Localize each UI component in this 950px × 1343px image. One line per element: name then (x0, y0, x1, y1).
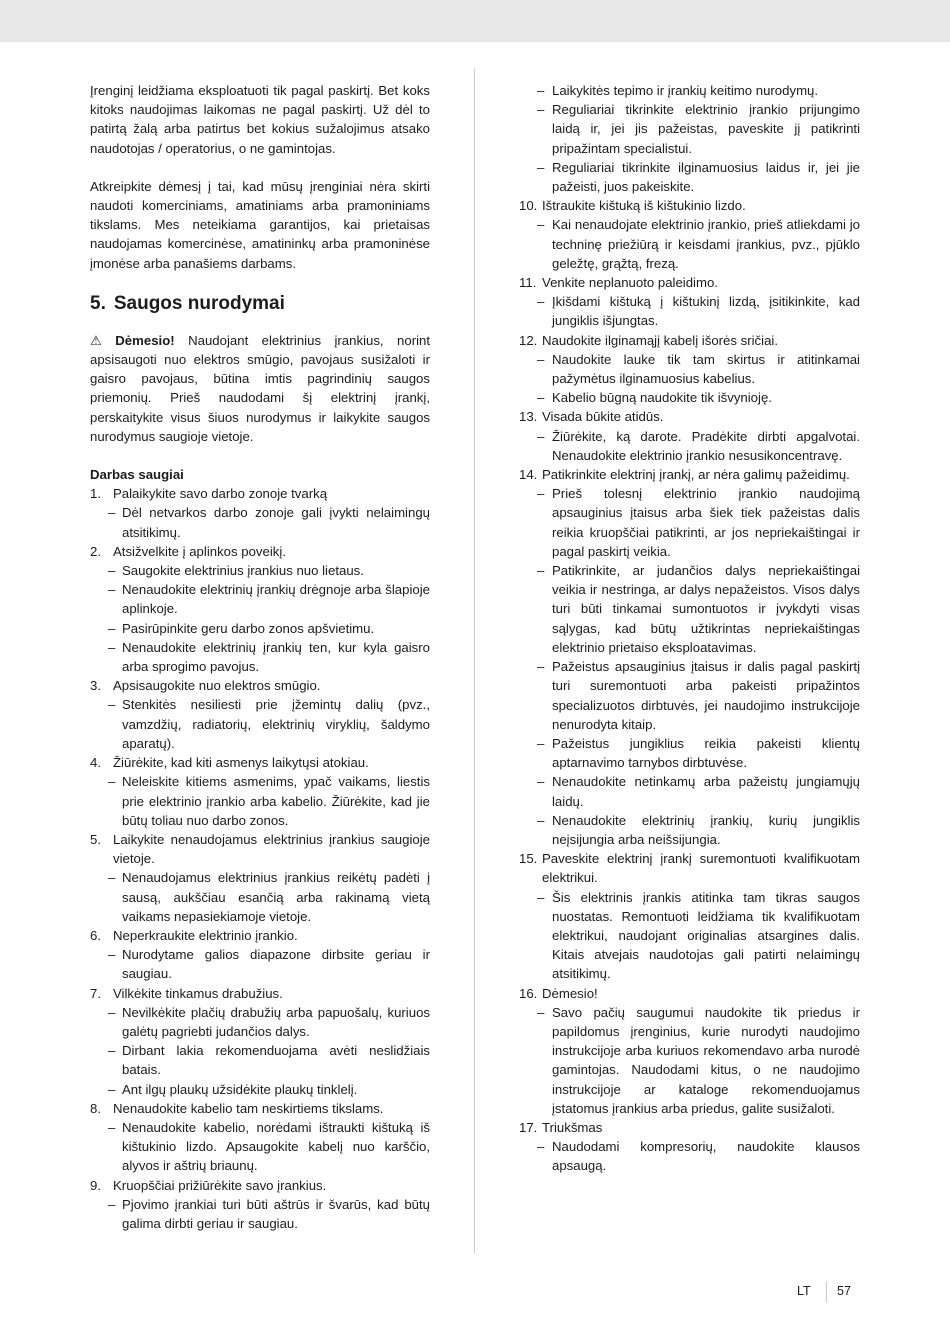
list-subitem: – Šis elektrinis įrankis atitinka tam tikras saugos nuostatas. Remontuoti leidžiama tik kvalifikuotam elektrikui, naudojant originalias atsargines dalis. Kitais atvejais naudotojas gali patirti nelaimingų atsitikimų. (519, 888, 860, 984)
list-item (90, 926, 430, 945)
section-title: Saugos nurodymai (113, 292, 285, 314)
list-item-number: 12. (519, 332, 538, 348)
list-subitem: – Pažeistus apsauginius įtaisus ir dalis pagal paskirtį turi suremontuoti arba pakeisti pripažintos specializuotos dirbtuvės, jei naudojimo instrukcijoje nenurodyta kitaip. (519, 657, 860, 734)
list-subitem: – Saugokite elektrinius įrankius nuo lietaus. (90, 561, 430, 580)
list-subitem: – Savo pačių saugumui naudokite tik priedus ir papildomus įrenginius, kurie nurodyti naudojimo instrukcijoje arba kuriuos rekomendavo arba nurodė gamintojas. Naudodami kitus, o ne naudojimo instrukcijoje ar kataloge rekomenduojamus įstatomus įrankius arba priedus, galite susižaloti. (519, 1003, 860, 1118)
list-item (90, 753, 430, 772)
right-safety-list (519, 196, 860, 1175)
list-subitem: – Kai nenaudojate elektrinio įrankio, prieš atliekdami jo techninę priežiūrą ir keisdami įrankius, pvz., pjūklo geležtę, grąžtą, frezą. (519, 215, 860, 273)
section-number: 5. (90, 292, 106, 314)
section-heading (90, 292, 430, 316)
list-item (90, 1176, 430, 1195)
list-item-text: Apsisaugokite nuo elektros smūgio. (113, 678, 321, 694)
list-item-number: 8. (90, 1100, 101, 1116)
list-subitem: – Nenaudokite elektrinių įrankių drėgnoje arba šlapioje aplinkoje. (90, 580, 430, 618)
list-item-number: 13. (519, 409, 538, 425)
commercial-use-paragraph: Atkreipkite dėmesį į tai, kad mūsų įrenginiai nėra skirti naudoti komerciniams, amatiniams arba pramoniniams tikslams. Mes neteikiama garantijos, kai prietaisas naudojamas komercinėse, amatininkų arba pramoninėse įmonėse arba panašiems darbams. (90, 178, 430, 271)
left-column (90, 81, 430, 1233)
list-subitem: – Naudokite lauke tik tam skirtus ir atitinkamai pažymėtus ilginamuosius kabelius. (519, 350, 860, 388)
list-subitem: – Patikrinkite, ar judančios dalys nepriekaištingai veikia ir nestringa, ar dalys nepažeistos. Visos dalys turi būti tinkamai sumontuotos ir įvykdyti visas sąlygas, kad būtų užtikrintas nepriekaištingas elektrinio prietaiso eksploatavimas. (519, 561, 860, 657)
list-subitem: – Nenaudokite elektrinių įrankių ten, kur kyla gaisro arba sprogimo pavojus. (90, 638, 430, 676)
list-subitem: – Įkišdami kištuką į kištukinį lizdą, įsitikinkite, kad jungiklis išjungtas. (519, 292, 860, 330)
list-item (519, 984, 860, 1003)
list-item-text: Triukšmas (542, 1119, 603, 1135)
list-item (90, 830, 430, 868)
list-subitem: – Stenkitės nesiliesti prie įžemintų dalių (pvz., vamzdžių, radiatorių, elektrinių viryklių, šaldymo aparatų). (90, 695, 430, 753)
list-subitem: – Pasirūpinkite geru darbo zonos apšvietimu. (90, 619, 430, 638)
list-item-text: Žiūrėkite, kad kiti asmenys laikytųsi atokiau. (113, 755, 369, 771)
list-subitem: – Nurodytame galios diapazone dirbsite geriau ir saugiau. (90, 945, 430, 983)
list-item-text: Ištraukite kištuką iš kištukinio lizdo. (542, 198, 746, 214)
right-column (519, 81, 860, 1176)
list-item-number: 6. (90, 927, 101, 943)
list-subitem: – Dirbant lakia rekomenduojama avėti neslidžiais batais. (90, 1041, 430, 1079)
list-item-number: 7. (90, 985, 101, 1001)
list-item (90, 984, 430, 1003)
list-subitem: – Nenaudokite elektrinių įrankių, kurių jungiklis neįsijungia arba neišsijungia. (519, 811, 860, 849)
list-item-text: Nenaudokite kabelio tam neskirtiems tikslams. (113, 1100, 384, 1116)
page-number: 57 (837, 1284, 851, 1298)
list-item-text: Venkite neplanuoto paleidimo. (542, 275, 718, 291)
list-subitem: – Nenaudokite netinkamų arba pažeistų jungiamųjų laidų. (519, 772, 860, 810)
list-subitem: – Nenaudokite kabelio, norėdami ištraukti kištuką iš kištukinio lizdo. Apsaugokite kabelį nuo karščio, alyvos ir aštrių briaunų. (90, 1118, 430, 1176)
list-item-number: 14. (519, 467, 538, 483)
list-item (519, 465, 860, 484)
warning-label-group (90, 333, 175, 348)
list-item (519, 1118, 860, 1137)
list-item (519, 407, 860, 426)
list-subitem: – Ant ilgų plaukų užsidėkite plaukų tinklelį. (90, 1080, 430, 1099)
list-subitem: – Neleiskite kitiems asmenims, ypač vaikams, liestis prie elektrinio įrankio arba kabelio. Žiūrėkite, kad jie būtų toliau nuo darbo zonos. (90, 772, 430, 830)
top-bar (0, 0, 950, 42)
list-item-text: Palaikykite savo darbo zonoje tvarką (113, 486, 328, 502)
intro-paragraph: Įrenginį leidžiama eksploatuoti tik pagal paskirtį. Bet koks kitoks naudojimas laikomas ne pagal paskirtį. Už dėl to patirtą žalą arba patirtus bet kokius sužalojimus atsako naudotojas / operatorius, o ne gamintojas. (90, 83, 430, 156)
language-code: LT (797, 1284, 811, 1298)
list-item-text: Laikykite nenaudojamus elektrinius įrankius saugioje vietoje. (113, 831, 430, 867)
list-item-number: 11. (519, 275, 537, 291)
left-safety-list (90, 484, 430, 1233)
list-subitem: – Naudodami kompresorių, naudokite klausos apsaugą. (519, 1137, 860, 1175)
list-item (519, 331, 860, 350)
list-item (90, 676, 430, 695)
list-item-number: 9. (90, 1177, 101, 1193)
list-item-text: Paveskite elektrinį įrankį suremontuoti kvalifikuotam elektrikui. (542, 851, 860, 886)
list-item-text: Visada būkite atidūs. (542, 409, 664, 425)
list-subitem: – Pažeistus jungiklius reikia pakeisti klientų aptarnavimo tarnybos dirbtuvėse. (519, 734, 860, 772)
list-subitem: – Reguliariai tikrinkite ilginamuosius laidus ir, jei jie pažeisti, juos pakeiskite. (519, 158, 860, 196)
list-item (90, 1099, 430, 1118)
list-subitem: – Laikykitės tepimo ir įrankių keitimo nurodymų. (519, 81, 860, 100)
list-item (519, 849, 860, 887)
list-item-text: Atsižvelkite į aplinkos poveikį. (113, 543, 286, 559)
list-item-number: 4. (90, 755, 101, 771)
list-subitem: – Reguliariai tikrinkite elektrinio įrankio prijungimo laidą ir, jei jis pažeistas, paveskite jį patikrinti pripažintam specialistui. (519, 100, 860, 158)
warning-label: Dėmesio! (115, 332, 175, 348)
list-item (519, 196, 860, 215)
list-subitem: – Nenaudojamus elektrinius įrankius reikėtų padėti į sausą, aukščiau esančią arba rakinamą vietą vaikams nepasiekiamoje vietoje. (90, 868, 430, 926)
list-item-text: Patikrinkite elektrinį įrankį, ar nėra galimų pažeidimų. (542, 467, 850, 483)
warning-paragraph (90, 331, 430, 446)
warning-text: Naudojant elektrinius įrankius, norint apsisaugoti nuo elektros smūgio, pavojaus susižaloti ir gaisro pavojaus, būtina imtis pagrindinių saugos priemonių. Prieš naudodami šį elektrinį įrankį, perskaitykite visus šiuos nurodymus ir laikykite saugos nurodymus saugioje vietoje. (90, 332, 431, 444)
footer-separator (826, 1281, 827, 1303)
list-item (90, 484, 430, 503)
list-item-text: Naudokite ilginamąjį kabelį išorės sričiai. (542, 332, 779, 348)
list-subitem: – Kabelio būgną naudokite tik išvynioję. (519, 388, 860, 407)
right-lead-list (519, 81, 860, 196)
list-item-number: 1. (90, 486, 101, 502)
list-subitem: – Prieš tolesnį elektrinio įrankio naudojimą apsauginius įtaisus arba šiek tiek pažeistas dalis reikia kruopščiai patikrinti, ar jos nepriekaištingai ir pagal paskirtį veikia. (519, 484, 860, 561)
list-subitem: – Žiūrėkite, ką darote. Pradėkite dirbti apgalvotai. Nenaudokite elektrinio įrankio nesusikoncentravę. (519, 427, 860, 465)
list-item-number: 10. (519, 198, 538, 214)
list-item-text: Kruopščiai prižiūrėkite savo įrankius. (113, 1177, 327, 1193)
list-item-text: Dėmesio! (542, 985, 598, 1001)
list-item-number: 5. (90, 831, 101, 847)
list-item (90, 542, 430, 561)
list-item (519, 273, 860, 292)
warning-triangle-icon: ⚠ (90, 332, 102, 348)
list-item-number: 15. (519, 851, 538, 867)
list-item-number: 2. (90, 543, 101, 559)
subheading: Darbas saugiai (90, 467, 184, 483)
list-item-number: 17. (519, 1119, 538, 1135)
list-subitem: – Pjovimo įrankiai turi būti aštrūs ir švarūs, kad būtų galima dirbti geriau ir saugiau. (90, 1195, 430, 1233)
list-item-number: 16. (519, 985, 538, 1001)
list-subitem: – Nevilkėkite plačių drabužių arba papuošalų, kuriuos galėtų pagriebti judančios dalys. (90, 1003, 430, 1041)
list-subitem: – Dėl netvarkos darbo zonoje gali įvykti nelaimingų atsitikimų. (90, 503, 430, 541)
list-item-text: Neperkraukite elektrinio įrankio. (113, 927, 298, 943)
column-divider (474, 68, 475, 1253)
list-item-text: Vilkėkite tinkamus drabužius. (113, 985, 283, 1001)
list-item-number: 3. (90, 678, 101, 694)
